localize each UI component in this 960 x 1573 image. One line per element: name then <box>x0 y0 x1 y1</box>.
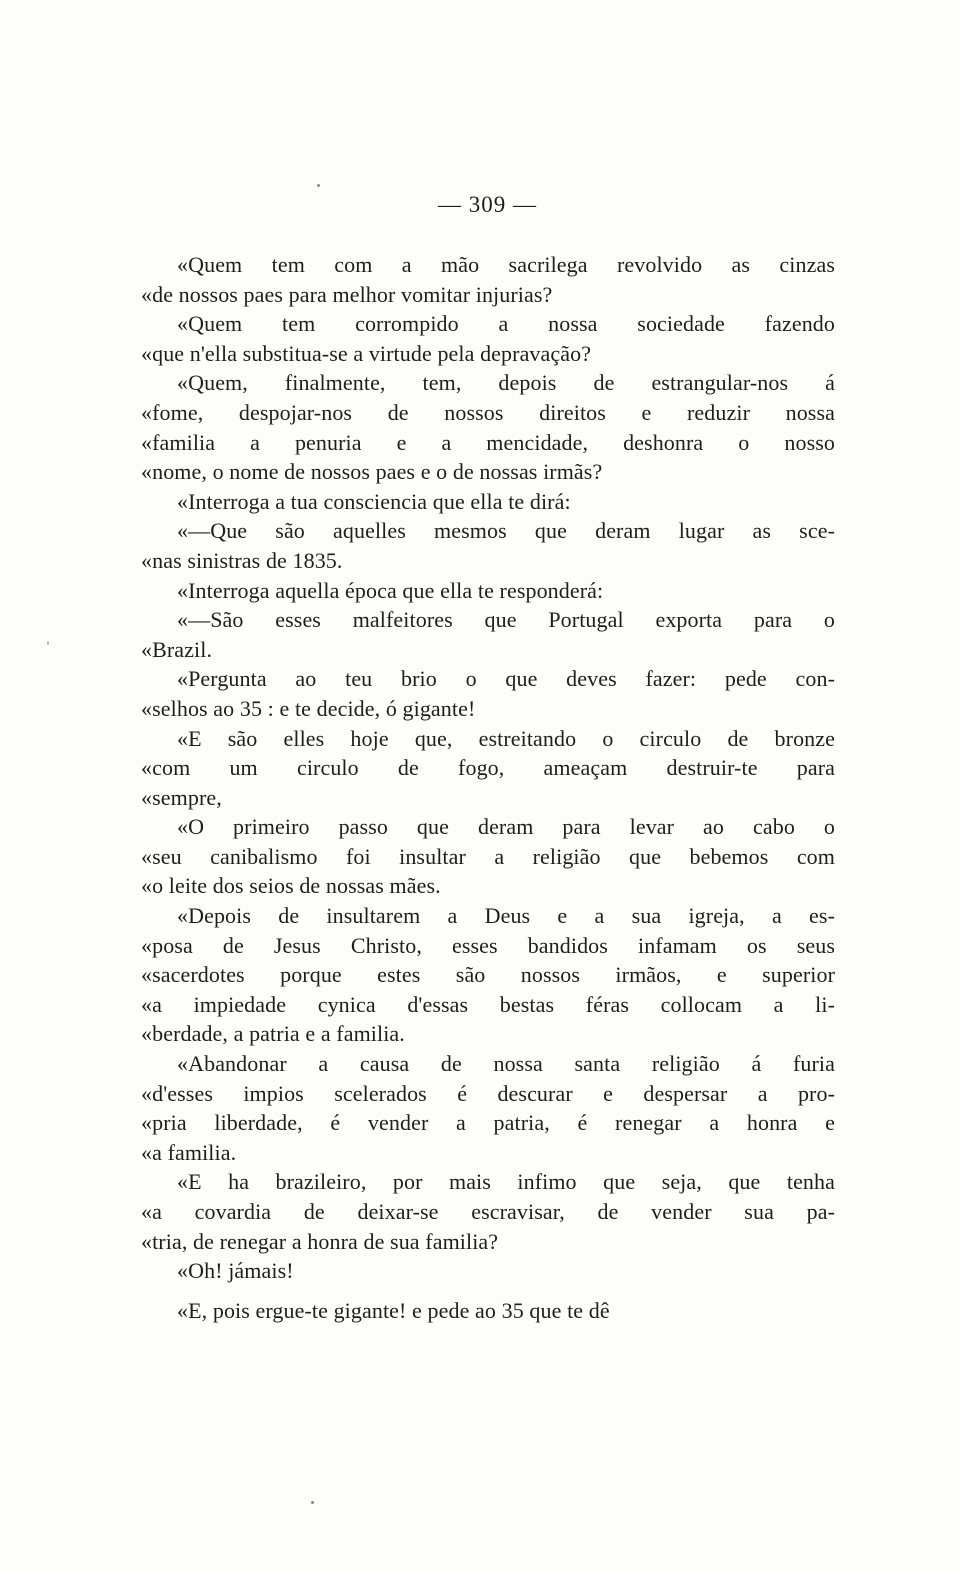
paragraph <box>141 487 835 517</box>
paragraph <box>141 1167 835 1256</box>
text-line: «d'esses impios scelerados é descurar e despersar a pro- <box>141 1080 835 1106</box>
text-line: «Interroga aquella época que ella te responderá: <box>177 577 604 603</box>
paragraph <box>141 605 835 664</box>
page-number: — 309 — <box>438 192 537 217</box>
text-line: «selhos ao 35 : e te decide, ó gigante! <box>141 695 476 721</box>
text-line: «E são elles hoje que, estreitando o circulo de bronze <box>177 725 835 751</box>
text-line: «seu canibalismo foi insultar a religião que bebemos com <box>141 843 835 869</box>
text-line: «nas sinistras de 1835. <box>141 547 343 573</box>
paragraph <box>141 309 835 368</box>
text-line: «Interroga a tua consciencia que ella te dirá: <box>177 488 571 514</box>
text-line: «Pergunta ao teu brio o que deves fazer: pede con- <box>177 666 835 692</box>
text-line: «E ha brazileiro, por mais infimo que seja, que tenha <box>177 1169 835 1195</box>
paragraph <box>141 368 835 486</box>
text-line: «nome, o nome de nossos paes e o de nossas irmãs? <box>141 459 603 485</box>
text-line: «Quem tem corrompido a nossa sociedade fazendo <box>177 311 835 337</box>
text-line: «Quem tem com a mão sacrilega revolvido as cinzas <box>177 252 835 277</box>
paragraph <box>141 664 835 723</box>
text-line: «sacerdotes porque estes são nossos irmãos, e superior <box>141 962 835 988</box>
text-line: «Brazil. <box>141 636 213 662</box>
text-line: «pria liberdade, é vender a patria, é renegar a honra e <box>141 1110 835 1136</box>
paragraph <box>141 724 835 813</box>
text-line: «—São esses malfeitores que Portugal exporta para o <box>177 607 835 633</box>
paragraph <box>141 812 835 901</box>
text-line: «Abandonar a causa de nossa santa religião á furia <box>177 1051 835 1077</box>
scan-speck <box>311 1501 314 1504</box>
text-line: «fome, despojar-nos de nossos direitos e reduzir nossa <box>141 399 835 425</box>
text-line: «o leite dos seios de nossas mães. <box>141 873 441 899</box>
paragraph <box>141 901 835 1049</box>
text-line: «familia a penuria e a mencidade, deshonra o nosso <box>141 429 835 455</box>
scan-speck <box>47 641 49 645</box>
text-line: «O primeiro passo que deram para levar ao cabo o <box>177 814 835 840</box>
scan-speck <box>317 184 320 187</box>
text-line: «E, pois ergue-te gigante! e pede ao 35 que te dê <box>177 1297 610 1323</box>
text-line: «a familia. <box>141 1139 237 1165</box>
paragraph <box>141 250 835 309</box>
text-line: «a impiedade cynica d'essas bestas féras collocam a li- <box>141 991 835 1017</box>
paragraph <box>141 1256 835 1286</box>
text-line: «—Que são aquelles mesmos que deram lugar as sce- <box>177 518 835 544</box>
text-line: «que n'ella substitua-se a virtude pela depravação? <box>141 340 592 366</box>
text-line: «Depois de insultarem a Deus e a sua igreja, a es- <box>177 903 835 929</box>
paragraph <box>141 1049 835 1167</box>
text-line: «sempre, <box>141 784 222 810</box>
text-line: «tria, de renegar a honra de sua familia? <box>141 1228 499 1254</box>
text-line: «Oh! jámais! <box>177 1258 294 1284</box>
text-line: «com um circulo de fogo, ameaçam destruir-te para <box>141 755 835 781</box>
paragraph <box>141 1296 835 1326</box>
page-text <box>141 250 835 1325</box>
text-line: «Quem, finalmente, tem, depois de estrangular-nos á <box>177 370 835 396</box>
text-line: «berdade, a patria e a familia. <box>141 1021 405 1047</box>
text-line: «de nossos paes para melhor vomitar injurias? <box>141 281 553 307</box>
paragraph <box>141 576 835 606</box>
text-line: «posa de Jesus Christo, esses bandidos infamam os seus <box>141 932 835 958</box>
paragraph <box>141 516 835 575</box>
text-line: «a covardia de deixar-se escravisar, de vender sua pa- <box>141 1199 835 1224</box>
